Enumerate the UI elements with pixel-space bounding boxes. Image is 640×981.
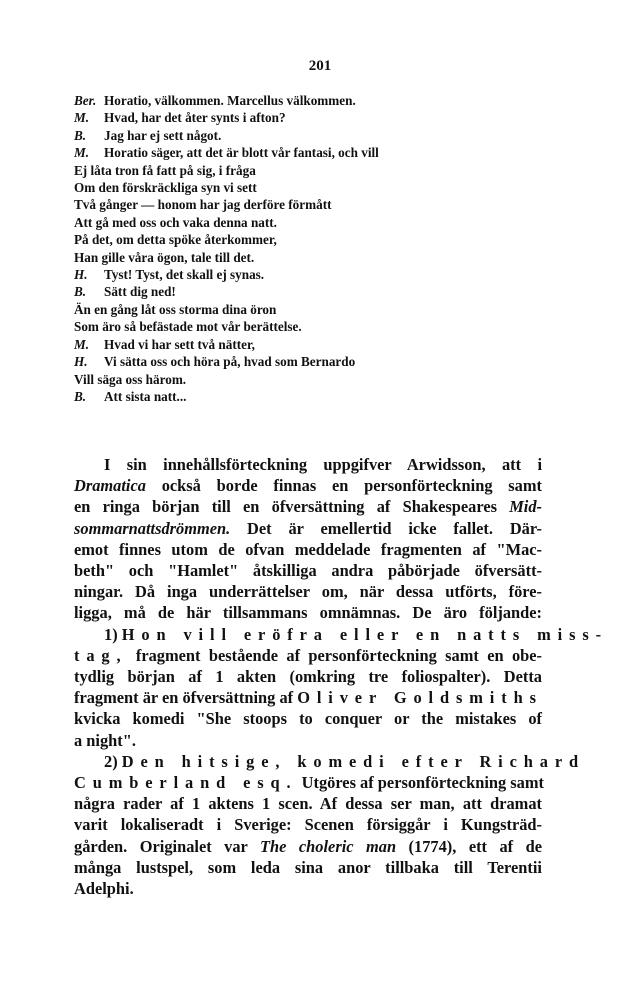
line-text: Jag har ej sett något.	[104, 127, 222, 143]
line-text: Ej låta tron få fatt på sig, i fråga	[74, 162, 256, 178]
line-text: Att gå med oss och vaka denna natt.	[74, 214, 277, 230]
line-text: Hvad, har det åter synts i afton?	[104, 110, 286, 126]
dialogue-line	[74, 127, 514, 144]
text-line: Dramatica också borde finnas en personförteckning samt	[74, 476, 542, 496]
line-text: Som äro så befästade mot vår berättelse.	[74, 319, 302, 335]
text-line: kvicka komedi "She stoops to conquer or the mistakes of	[74, 709, 542, 729]
dialogue-line	[74, 266, 514, 283]
speaker: B.	[74, 284, 87, 300]
speaker: B.	[74, 388, 87, 404]
dialogue-line	[74, 231, 514, 248]
text-line: Adelphi.	[74, 879, 134, 899]
speaker: M.	[74, 336, 90, 352]
dialogue-line	[74, 92, 514, 109]
dialogue-line	[74, 144, 514, 161]
text-line: varit lokaliseradt i Sverige: Scenen försiggår i Kungsträd-	[74, 815, 542, 835]
speaker: M.	[74, 145, 90, 161]
body-text	[74, 454, 608, 899]
dialogue-line	[74, 336, 514, 353]
dialogue-line	[74, 214, 514, 231]
line-text: Att sista natt...	[104, 388, 187, 404]
dialogue-line	[74, 371, 514, 388]
line-text: Vi sätta oss och höra på, hvad som Bernardo	[104, 354, 356, 370]
text-line: emot finnes utom de ofvan meddelade fragmenten af "Mac-	[74, 539, 542, 559]
text-line: 1) Hon vill eröfra eller en natts miss-	[104, 624, 608, 644]
line-text: Horatio, välkommen. Marcellus välkommen.	[104, 93, 356, 108]
line-text: Han gille våra ögon, tale till det.	[74, 249, 255, 265]
dialogue-line	[74, 109, 514, 126]
text-line: många lustspel, som leda sina anor tillbaka till Terentii	[74, 857, 542, 877]
text-line: några rader af 1 aktens 1 scen. Af dessa ser man, att dramat	[74, 794, 542, 814]
text-line: gården. Originalet var The choleric man (1774), ett af de	[74, 836, 543, 856]
speaker: H.	[74, 354, 88, 370]
text-line: a night".	[74, 730, 136, 750]
dialogue-line	[74, 196, 514, 213]
speaker: H.	[74, 267, 88, 283]
text-line: 2) Den hitsige, komedi efter Richard	[104, 751, 586, 771]
text-line: beth" och "Hamlet" åtskilliga andra påbörjade öfversätt-	[74, 561, 542, 581]
speaker: B.	[74, 127, 87, 143]
text-line: tydlig början af 1 akten (omkring tre foliospalter). Detta	[74, 667, 542, 687]
dialogue-line	[74, 162, 514, 179]
text-line: tag, fragment bestående af personförteckning samt en obe-	[74, 645, 542, 665]
line-text: Än en gång låt oss storma dina öron	[74, 301, 277, 317]
dialogue-line	[74, 249, 514, 266]
text-line: ningar. Då inga underrättelser om, när dessa utförts, före-	[74, 582, 542, 602]
text-line: en ringa början till en öfversättning af Shakespeares Mid-	[74, 497, 542, 517]
dialogue-excerpt	[74, 92, 514, 405]
text-line: ligga, må de här tillsammans omnämnas. De äro följande:	[74, 603, 542, 623]
line-text: Två gånger — honom har jag derföre förmått	[74, 197, 332, 213]
dialogue-line	[74, 353, 514, 370]
text-line: sommarnattsdrömmen. Det är emellertid icke fallet. Där-	[74, 518, 542, 538]
line-text: Tyst! Tyst, det skall ej synas.	[104, 267, 265, 283]
page-number: 201	[308, 58, 332, 74]
dialogue-line	[74, 283, 514, 300]
line-text: Horatio säger, att det är blott vår fantasi, och vill	[104, 145, 379, 161]
dialogue-line	[74, 301, 514, 318]
speaker: M.	[74, 110, 90, 126]
dialogue-line	[74, 179, 514, 196]
speaker: Ber.	[74, 93, 97, 108]
line-text: Om den förskräckliga syn vi sett	[74, 180, 257, 196]
text-line: I sin innehållsförteckning uppgifver Arwidsson, att i	[104, 455, 542, 474]
text-line: fragment är en öfversättning af Oliver Goldsmiths	[74, 688, 543, 708]
line-text: Sätt dig ned!	[104, 284, 176, 300]
line-text: På det, om detta spöke återkommer,	[74, 232, 277, 248]
line-text: Vill säga oss härom.	[74, 371, 187, 387]
line-text: Hvad vi har sett två nätter,	[104, 336, 255, 352]
dialogue-line	[74, 388, 514, 405]
text-line: Cumberland esq. Utgöres af personförteckning samt	[74, 773, 544, 793]
dialogue-line	[74, 318, 514, 335]
